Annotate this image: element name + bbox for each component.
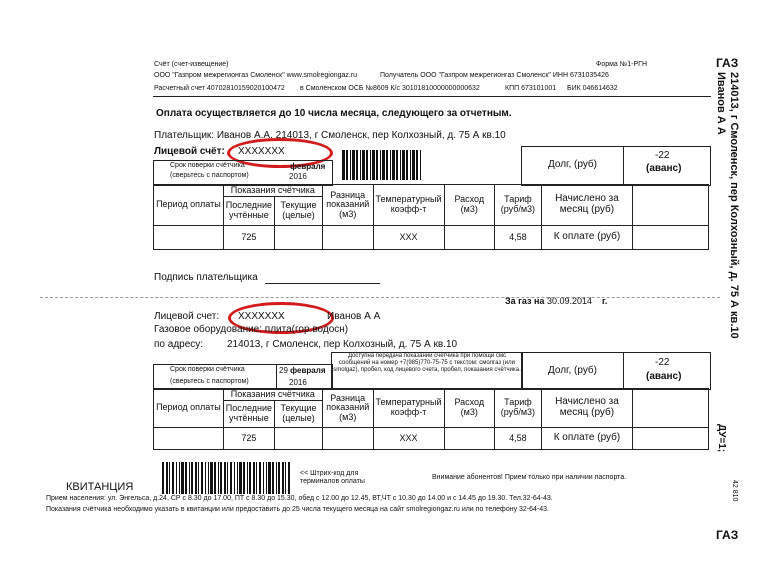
- barcode: [162, 462, 292, 494]
- account-label-2: Лицевой счет:: [154, 311, 220, 322]
- divider: [623, 352, 624, 388]
- charged-value: [633, 389, 709, 428]
- address-label: по адресу:: [154, 339, 204, 350]
- col-period: Период оплаты: [154, 185, 224, 226]
- debt-label: Долг, (руб): [548, 365, 597, 376]
- payer: Плательщик: Иванов А.А. 214013, г Смоленск, пер Колхозный, д. 75 А кв.10: [154, 130, 506, 141]
- cell-diff: [322, 225, 373, 249]
- side-code: 42 810: [731, 480, 738, 502]
- cell-tariff: 4,58: [495, 427, 542, 449]
- barcode-note: << Штрих-код для терминалов оплаты: [300, 470, 365, 486]
- divider: [623, 146, 624, 184]
- col-readings: Показания счётчика: [223, 185, 322, 197]
- reception-hours: Прием населения: ул. Энгельса, д.24, СР с 8.30 до 17.00, ПТ с 8.30 до 15.30, обед с 12.00 до 12.45, ВТ,ЧТ с 10.30 до 14.00 и с 14.45 до 19.30. Тел.32-64-43.: [46, 495, 553, 502]
- debt-label: Долг, (руб): [548, 159, 597, 170]
- cell-last: 725: [223, 427, 274, 449]
- equipment: Газовое оборудование: плита(гор.водосн): [154, 324, 349, 335]
- col-current: Текущие (целые): [275, 401, 323, 427]
- cell-usage: [444, 427, 494, 449]
- col-usage: Расход (м3): [444, 389, 494, 428]
- col-last: Последние учтённые: [223, 401, 274, 427]
- signature-label: Подпись плательщика: [154, 272, 258, 283]
- vertical-name: Иванов А А: [715, 72, 727, 135]
- du-code: ДУ=1;: [716, 424, 727, 453]
- gas-label-top: ГАЗ: [716, 56, 739, 70]
- col-temp: Температурный коэфф-т: [373, 185, 444, 226]
- divider: [153, 96, 711, 97]
- col-diff: Разница показаний (м3): [322, 389, 373, 428]
- readings-table: [153, 388, 709, 450]
- supplier-line: ООО "Газпром межрегионгаз Смоленск" www.smolregiongaz.ru: [154, 72, 358, 79]
- attention-note: Внимание абонентов! Прием только при наличии паспорта.: [432, 474, 627, 481]
- cell-to-pay-value[interactable]: [633, 225, 709, 249]
- col-period: Период оплаты: [154, 389, 224, 428]
- cell-diff: [322, 427, 373, 449]
- receipt-label: КВИТАНЦИЯ: [66, 481, 134, 493]
- bank-line: в Смоленском ОСБ №8609 К/с 30101810000000000632: [300, 85, 480, 92]
- col-usage: Расход (м3): [444, 185, 494, 226]
- verify-label: Срок поверки счётчика: [170, 366, 245, 373]
- sms-text: Доступна передача показаний счетчика при помощи смс сообщений на номер +7(985)770-75-75 с текстом: смолгаз (или smolgaz), пробел, код лицевого счета, пробел, показания счётчика.: [333, 353, 521, 374]
- readings-table: [153, 184, 709, 250]
- verify-year: 2016: [289, 172, 307, 181]
- account-value-2: XXXXXXX: [238, 311, 285, 322]
- account-line: Расчетный счет 40702810159020100472: [154, 85, 285, 92]
- divider: [276, 364, 277, 388]
- col-charged: Начислено за месяц (руб): [541, 389, 632, 428]
- verify-label: Срок поверки счётчика: [170, 162, 245, 169]
- address: 214013, г Смоленск, пер Колхозный, д. 75 А кв.10: [227, 339, 458, 350]
- cell-period: [154, 427, 224, 449]
- client-name: Иванов А А: [327, 311, 381, 322]
- verify-month: февраля: [290, 162, 326, 171]
- barcode: [342, 150, 422, 180]
- cell-temp: XXX: [373, 427, 444, 449]
- cell-to-pay: К оплате (руб): [541, 225, 632, 249]
- debt-value: -22: [655, 150, 670, 161]
- col-last: Последние учтённые: [223, 197, 274, 225]
- cell-last: 725: [223, 225, 274, 249]
- payment-due: Оплата осуществляется до 10 числа месяца, следующего за отчетным.: [156, 108, 512, 119]
- cell-tariff: 4,58: [495, 225, 542, 249]
- verify-hint: (сверьтесь с паспортом): [170, 378, 249, 385]
- cell-current[interactable]: [275, 427, 323, 449]
- bik: БИК 046614632: [567, 85, 618, 92]
- col-tariff: Тариф (руб/м3): [495, 389, 542, 428]
- cell-period: [154, 225, 224, 249]
- col-temp: Температурный коэфф-т: [373, 389, 444, 428]
- col-current: Текущие (целые): [275, 197, 323, 225]
- col-tariff: Тариф (руб/м3): [495, 185, 542, 226]
- verify-hint: (сверьтесь с паспортом): [170, 172, 249, 179]
- col-charged: Начислено за месяц (руб): [541, 185, 632, 226]
- account-value: XXXXXXX: [238, 146, 285, 157]
- verify-day: 29 февраля: [279, 366, 326, 375]
- debt-note: (аванс): [646, 163, 682, 174]
- col-readings: Показания счётчика: [223, 389, 322, 401]
- form-number: Форма №1-РГН: [596, 61, 648, 68]
- charged-value: [633, 185, 709, 226]
- cut-line: [40, 297, 720, 298]
- cell-to-pay: К оплате (руб): [541, 427, 632, 449]
- meter-note: Показания счётчика необходимо указать в квитанции или предоставить до 25 числа текущего месяца на сайт smolregiongaz.ru или по телефону 32-64-43.: [46, 506, 549, 513]
- debt-note: (аванс): [646, 371, 682, 382]
- cell-usage: [444, 225, 494, 249]
- signature-line: [265, 283, 380, 284]
- gas-on: За газ на 30.09.2014 г.: [505, 296, 608, 306]
- doc-name: Счёт (счет-извещение): [154, 61, 229, 68]
- gas-label-bottom: ГАЗ: [716, 528, 739, 542]
- col-diff: Разница показаний (м3): [322, 185, 373, 226]
- cell-current[interactable]: [275, 225, 323, 249]
- account-label: Лицевой счёт:: [154, 146, 225, 157]
- verify-year: 2016: [289, 378, 307, 387]
- debt-value: -22: [655, 357, 670, 368]
- cell-temp: XXX: [373, 225, 444, 249]
- payee: Получатель ООО "Газпром межрегионгаз Смоленск" ИНН 6731035426: [380, 72, 609, 79]
- cell-to-pay-value[interactable]: [633, 427, 709, 449]
- vertical-address: 214013, г Смоленск, пер Колхозный, д. 75 А кв.10: [728, 72, 740, 339]
- kpp: КПП 673101001: [505, 85, 557, 92]
